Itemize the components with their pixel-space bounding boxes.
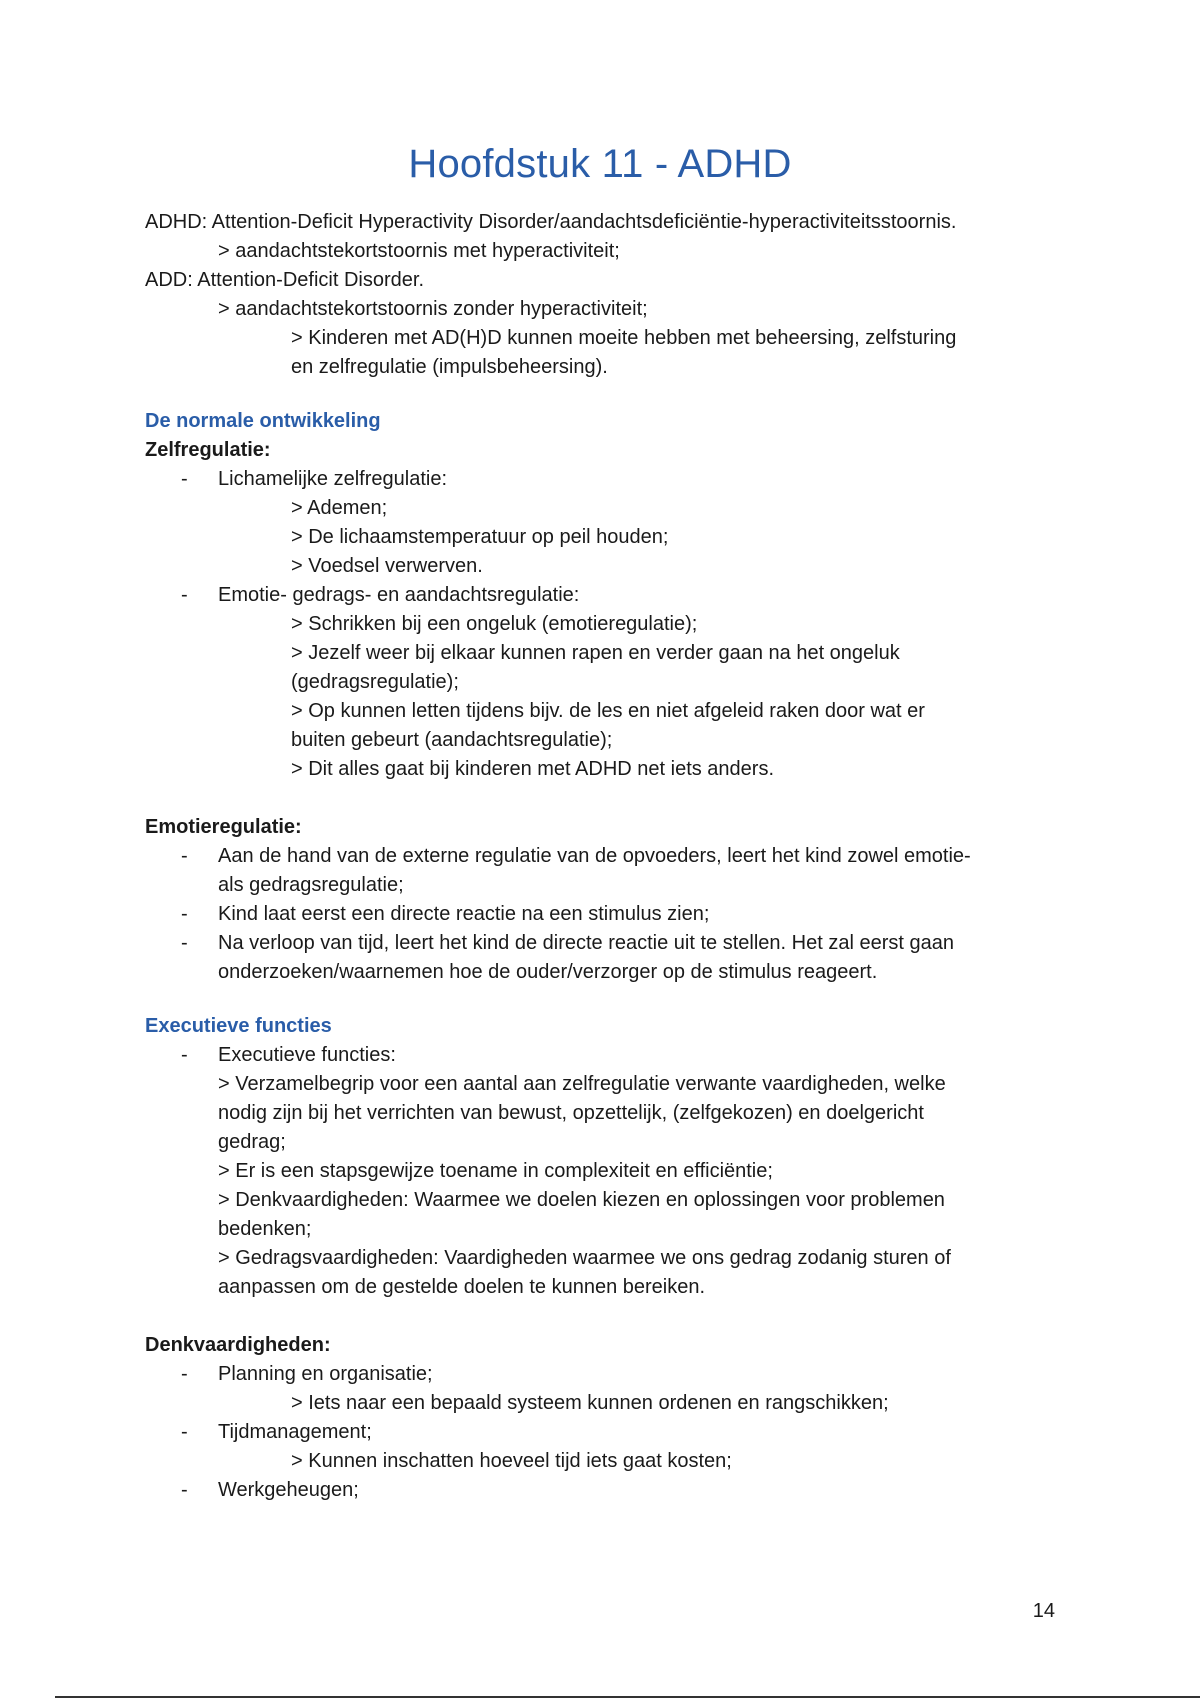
bullet-item [145,1041,1065,1070]
sub-item: > Denkvaardigheden: Waarmee we doelen kiezen en oplossingen voor problemen [218,1189,945,1211]
bullet-dash: - [181,845,188,867]
bullet-text: Aan de hand van de externe regulatie van de opvoeders, leert het kind zowel emotie- [218,845,971,867]
bullet-item [145,1476,1065,1505]
bullet-dash: - [181,903,188,925]
bullet-item [145,1418,1065,1447]
sub-item: > Iets naar een bepaald systeem kunnen ordenen en rangschikken; [291,1392,889,1414]
intro-line: > Kinderen met AD(H)D kunnen moeite hebben met beheersing, zelfsturing [291,327,957,349]
intro-line: en zelfregulatie (impulsbeheersing). [291,356,608,378]
bullet-text: Planning en organisatie; [218,1363,433,1385]
sub-item: > Verzamelbegrip voor een aantal aan zelfregulatie verwante vaardigheden, welke [218,1073,946,1095]
sub-item: (gedragsregulatie); [291,671,459,693]
bullet-text: Executieve functies: [218,1044,396,1066]
intro-line: ADHD: Attention-Deficit Hyperactivity Disorder/aandachtsdeficiëntie-hyperactiviteitsstoornis. [145,211,957,233]
sub-item: aanpassen om de gestelde doelen te kunnen bereiken. [218,1276,706,1298]
sub-item: > Dit alles gaat bij kinderen met ADHD net iets anders. [291,758,775,780]
bottom-divider [55,1696,1200,1698]
bullet-dash: - [181,1363,188,1385]
document-body [145,208,1065,1505]
section-heading-normale-ontwikkeling: De normale ontwikkeling [145,410,381,432]
subheading-denkvaardigheden: Denkvaardigheden: [145,1334,331,1356]
sub-item: > Op kunnen letten tijdens bijv. de les en niet afgeleid raken door wat er [291,700,925,722]
page-title: Hoofdstuk 11 - ADHD [408,142,792,186]
sub-item: > De lichaamstemperatuur op peil houden; [291,526,669,548]
bullet-item [145,929,1065,958]
bullet-text: Emotie- gedrags- en aandachtsregulatie: [218,584,580,606]
bullet-dash: - [181,584,188,606]
intro-line: > aandachtstekortstoornis met hyperactiviteit; [218,240,620,262]
bullet-text: Werkgeheugen; [218,1479,359,1501]
bullet-dash: - [181,932,188,954]
sub-item: buiten gebeurt (aandachtsregulatie); [291,729,613,751]
bullet-dash: - [181,468,188,490]
bullet-dash: - [181,1044,188,1066]
bullet-item [145,581,1065,610]
sub-item: > Ademen; [291,497,388,519]
section-heading-executieve-functies: Executieve functies [145,1015,332,1037]
bullet-text: Tijdmanagement; [218,1421,372,1443]
bullet-text: Na verloop van tijd, leert het kind de directe reactie uit te stellen. Het zal eerst gaan [218,932,954,954]
subheading-zelfregulatie: Zelfregulatie: [145,439,271,461]
sub-item: > Gedragsvaardigheden: Vaardigheden waarmee we ons gedrag zodanig sturen of [218,1247,951,1269]
sub-item: nodig zijn bij het verrichten van bewust, opzettelijk, (zelfgekozen) en doelgericht [218,1102,924,1124]
page-number: 14 [1032,1600,1055,1622]
bullet-dash: - [181,1479,188,1501]
sub-item: > Kunnen inschatten hoeveel tijd iets gaat kosten; [291,1450,732,1472]
sub-item: > Jezelf weer bij elkaar kunnen rapen en verder gaan na het ongeluk [291,642,900,664]
bullet-dash: - [181,1421,188,1443]
bullet-item [145,1360,1065,1389]
bullet-continuation: onderzoeken/waarnemen hoe de ouder/verzorger op de stimulus reageert. [218,961,878,983]
sub-item: gedrag; [218,1131,286,1153]
bullet-item [145,465,1065,494]
subheading-emotieregulatie: Emotieregulatie: [145,816,302,838]
bullet-text: Lichamelijke zelfregulatie: [218,468,448,490]
intro-line: ADD: Attention-Deficit Disorder. [145,269,424,291]
intro-line: > aandachtstekortstoornis zonder hyperactiviteit; [218,298,648,320]
sub-item: > Er is een stapsgewijze toename in complexiteit en efficiëntie; [218,1160,773,1182]
sub-item: bedenken; [218,1218,312,1240]
bullet-item [145,900,1065,929]
sub-item: > Voedsel verwerven. [291,555,483,577]
bullet-text: Kind laat eerst een directe reactie na een stimulus zien; [218,903,710,925]
bullet-continuation: als gedragsregulatie; [218,874,404,896]
bullet-item [145,842,1065,871]
sub-item: > Schrikken bij een ongeluk (emotieregulatie); [291,613,698,635]
